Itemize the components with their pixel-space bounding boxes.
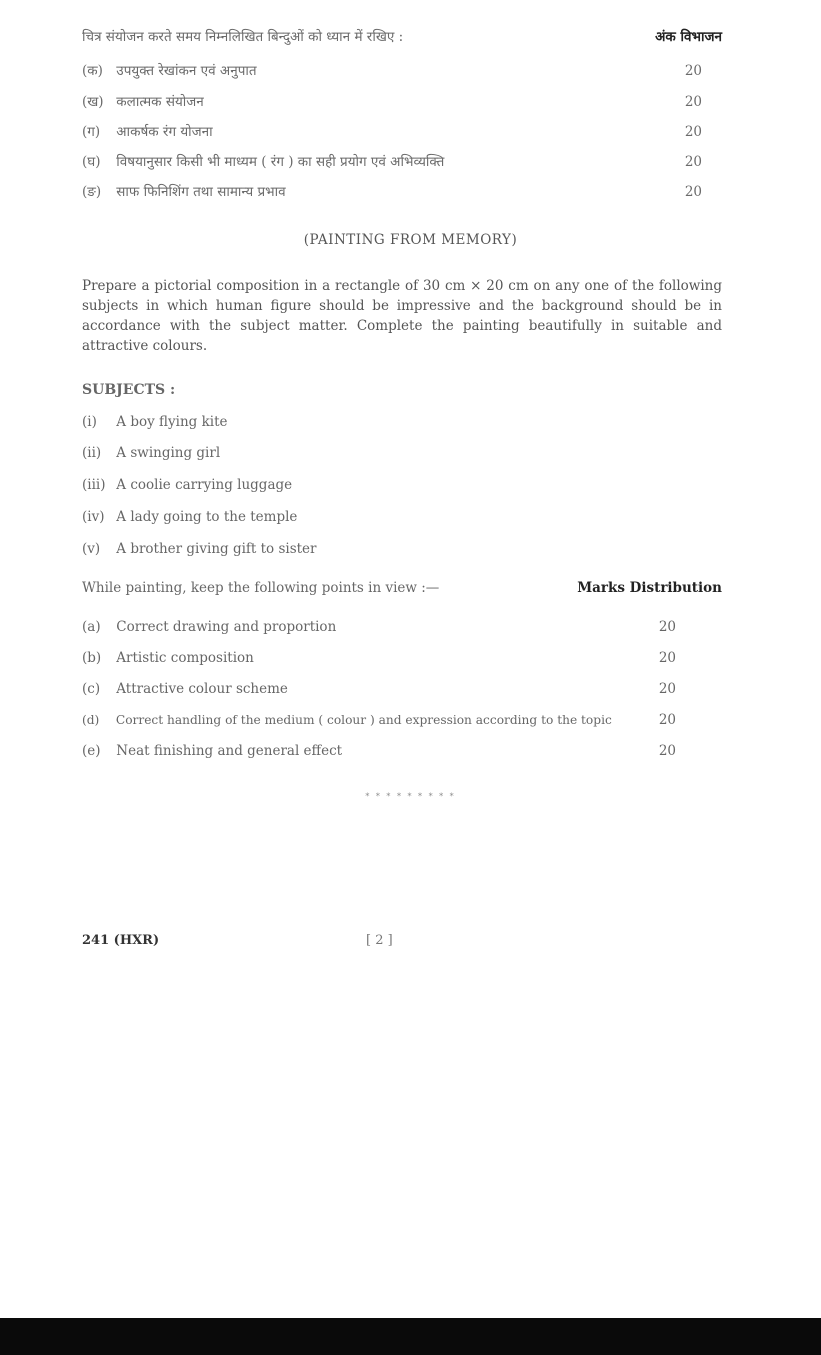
point-label: (d)	[82, 713, 100, 727]
subject-label: (ii)	[82, 445, 102, 461]
point-text: Artistic composition	[116, 650, 254, 666]
point-label: (c)	[82, 681, 101, 697]
points-intro: While painting, keep the following points in view :—	[82, 580, 440, 596]
hindi-item	[82, 62, 722, 80]
point-text: Attractive colour scheme	[116, 681, 288, 697]
hindi-item-text: आकर्षक रंग योजना	[116, 124, 213, 140]
subjects-heading: SUBJECTS :	[82, 382, 176, 398]
point-marks: 20	[658, 681, 676, 697]
subject-item	[82, 413, 722, 431]
section-title: (PAINTING FROM MEMORY)	[303, 232, 518, 248]
subject-text: A boy flying kite	[116, 414, 228, 430]
subject-label: (i)	[82, 414, 97, 430]
hindi-item-marks: 20	[684, 154, 702, 170]
subject-label: (iii)	[82, 477, 106, 493]
marking-point	[82, 742, 722, 760]
hindi-item	[82, 183, 722, 201]
hindi-item-marks: 20	[684, 63, 702, 79]
marking-point	[82, 711, 722, 729]
subject-label: (iv)	[82, 509, 105, 525]
marking-point	[82, 618, 722, 636]
hindi-item-text: साफ फिनिशिंग तथा सामान्य प्रभाव	[116, 184, 286, 200]
point-marks: 20	[658, 619, 676, 635]
hindi-item	[82, 93, 722, 111]
hindi-marks-heading: अंक विभाजन	[655, 29, 722, 45]
hindi-intro: चित्र संयोजन करते समय निम्नलिखित बिन्दुओं को ध्यान में रखिए :	[82, 29, 404, 45]
hindi-item-marks: 20	[684, 94, 702, 110]
point-text: Correct drawing and proportion	[116, 619, 337, 635]
subject-label: (v)	[82, 541, 101, 557]
hindi-item-label: (क)	[82, 63, 103, 79]
subject-text: A lady going to the temple	[116, 509, 298, 525]
hindi-item-text: कलात्मक संयोजन	[116, 94, 204, 110]
subject-item	[82, 476, 722, 494]
scan-border	[0, 1318, 821, 1355]
point-marks: 20	[658, 743, 676, 759]
point-text: Neat finishing and general effect	[116, 743, 343, 759]
hindi-item-label: (घ)	[82, 154, 101, 170]
hindi-item-label: (ख)	[82, 94, 104, 110]
point-marks: 20	[658, 712, 676, 728]
hindi-item-marks: 20	[684, 184, 702, 200]
subject-item	[82, 508, 722, 526]
marks-distribution-heading: Marks Distribution	[577, 580, 722, 596]
marking-point	[82, 680, 722, 698]
point-label: (b)	[82, 650, 102, 666]
hindi-instructions-row	[82, 28, 722, 46]
subject-text: A swinging girl	[116, 445, 221, 461]
points-intro-row	[82, 579, 722, 597]
point-label: (a)	[82, 619, 101, 635]
subject-text: A brother giving gift to sister	[116, 541, 317, 557]
end-marker: * * * * * * * * *	[365, 792, 456, 801]
hindi-item-label: (ग)	[82, 124, 101, 140]
hindi-item-marks: 20	[684, 124, 702, 140]
marking-point	[82, 649, 722, 667]
hindi-item	[82, 153, 722, 171]
point-label: (e)	[82, 743, 101, 759]
subject-text: A coolie carrying luggage	[116, 477, 293, 493]
subject-item	[82, 540, 722, 558]
point-text: Correct handling of the medium ( colour ) and expression according to the topic	[115, 713, 612, 727]
hindi-item-text: विषयानुसार किसी भी माध्यम ( रंग ) का सही प्रयोग एवं अभिव्यक्ति	[116, 154, 445, 170]
subject-item	[82, 444, 722, 462]
hindi-item-label: (ङ)	[82, 184, 102, 200]
hindi-item-text: उपयुक्त रेखांकन एवं अनुपात	[116, 63, 257, 79]
page-number: [ 2 ]	[366, 933, 393, 948]
instructions-paragraph: Prepare a pictorial composition in a rectangle of 30 cm × 20 cm on any one of the following subjects in which human figure should be impressive and the background should be in accordance with the subject matter. Complete the painting beautifully in suitable and attractive colours.	[82, 278, 722, 354]
paper-code: 241 (HXR)	[82, 933, 160, 948]
point-marks: 20	[658, 650, 676, 666]
hindi-item	[82, 123, 722, 141]
